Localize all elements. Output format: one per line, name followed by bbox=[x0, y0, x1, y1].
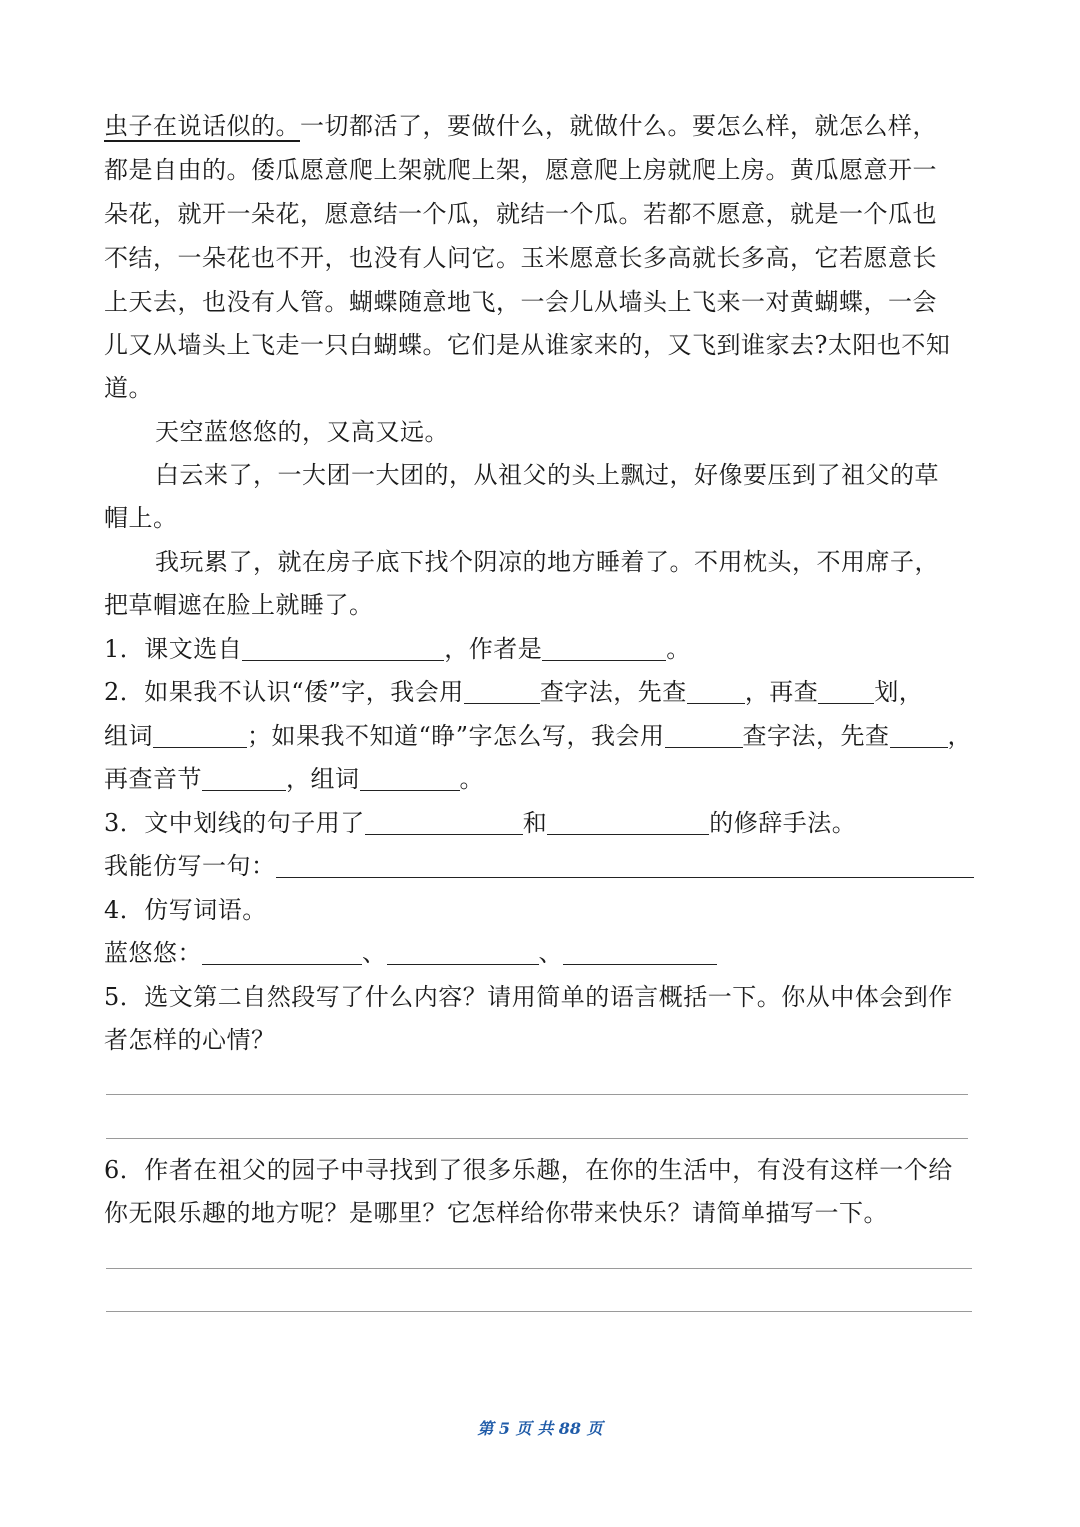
passage-line-5: 上天去，也没有人管。蝴蝶随意地飞，一会儿从墙头上飞来一对黄蝴蝶，一会 bbox=[104, 288, 937, 316]
answer-blank[interactable] bbox=[665, 717, 743, 748]
passage-line-6: 儿又从墙头上飞走一只白蝴蝶。它们是从谁家来的，又飞到谁家去?太阳也不知 bbox=[104, 331, 951, 359]
answer-blank[interactable] bbox=[563, 934, 717, 965]
passage-line-7: 道。 bbox=[104, 374, 153, 402]
question-6: 6．作者在祖父的园子中寻找到了很多乐趣，在你的生活中，有没有这样一个给 bbox=[104, 1156, 953, 1184]
answer-blank[interactable] bbox=[276, 847, 974, 878]
answer-blank[interactable] bbox=[464, 673, 540, 704]
question-6-line-2: 你无限乐趣的地方呢？是哪里？它怎样给你带来快乐？请简单描写一下。 bbox=[104, 1199, 888, 1227]
passage-paragraph-2: 天空蓝悠悠的，又高又远。 bbox=[155, 418, 449, 446]
answer-blank[interactable] bbox=[890, 717, 948, 748]
answer-blank[interactable] bbox=[360, 760, 460, 791]
passage-line-3: 朵花，就开一朵花，愿意结一个瓜，就结一个瓜。若都不愿意，就是一个瓜也 bbox=[104, 200, 937, 228]
answer-blank[interactable] bbox=[365, 804, 523, 835]
answer-line[interactable] bbox=[106, 1138, 968, 1139]
question-4: 4．仿写词语。 bbox=[104, 896, 267, 924]
answer-line[interactable] bbox=[106, 1311, 972, 1312]
answer-blank[interactable] bbox=[818, 673, 874, 704]
passage-paragraph-3-cont: 帽上。 bbox=[104, 504, 178, 532]
question-3-imitation: 我能仿写一句： bbox=[104, 844, 974, 888]
passage-line-2: 都是自由的。倭瓜愿意爬上架就爬上架，愿意爬上房就爬上房。黄瓜愿意开一 bbox=[104, 156, 937, 184]
underlined-sentence: 虫子在说话似的。 bbox=[104, 112, 300, 140]
question-1: 1．课文选自 ，作者是 。 bbox=[104, 627, 691, 671]
question-2: 2．如果我不认识“倭”字，我会用 查字法，先查 ，再查 划， bbox=[104, 670, 923, 714]
answer-blank[interactable] bbox=[542, 630, 666, 661]
answer-line[interactable] bbox=[106, 1094, 968, 1095]
passage-paragraph-3: 白云来了，一大团一大团的，从祖父的头上飘过，好像要压到了祖父的草 bbox=[155, 461, 939, 489]
answer-blank[interactable] bbox=[202, 760, 286, 791]
question-2-line-3: 再查音节 ，组词 。 bbox=[104, 757, 484, 801]
answer-blank[interactable] bbox=[202, 934, 362, 965]
passage-paragraph-4-cont: 把草帽遮在脸上就睡了。 bbox=[104, 591, 374, 619]
passage-text: 一切都活了，要做什么，就做什么。要怎么样，就怎么样， bbox=[300, 112, 937, 140]
answer-blank[interactable] bbox=[153, 717, 247, 748]
passage-paragraph-4: 我玩累了，就在房子底下找个阴凉的地方睡着了。不用枕头，不用席子， bbox=[155, 548, 939, 576]
question-5-line-2: 者怎样的心情？ bbox=[104, 1026, 276, 1054]
question-2-line-2: 组词 ；如果我不知道“睁”字怎么写，我会用 查字法，先查 ， bbox=[104, 714, 972, 758]
question-5: 5．选文第二自然段写了什么内容？请用简单的语言概括一下。你从中体会到作 bbox=[104, 983, 953, 1011]
answer-line[interactable] bbox=[106, 1268, 972, 1269]
question-4-answers: 蓝悠悠： 、 、 bbox=[104, 931, 717, 975]
answer-blank[interactable] bbox=[242, 630, 444, 661]
question-3: 3．文中划线的句子用了 和 的修辞手法。 bbox=[104, 801, 856, 845]
answer-blank[interactable] bbox=[387, 934, 539, 965]
page-number: 第 5 页 共 88 页 bbox=[477, 1419, 603, 1438]
answer-blank[interactable] bbox=[687, 673, 745, 704]
passage-line-4: 不结，一朵花也不开，也没有人问它。玉米愿意长多高就长多高，它若愿意长 bbox=[104, 244, 937, 272]
answer-blank[interactable] bbox=[547, 804, 709, 835]
passage-line-1 bbox=[104, 104, 937, 148]
